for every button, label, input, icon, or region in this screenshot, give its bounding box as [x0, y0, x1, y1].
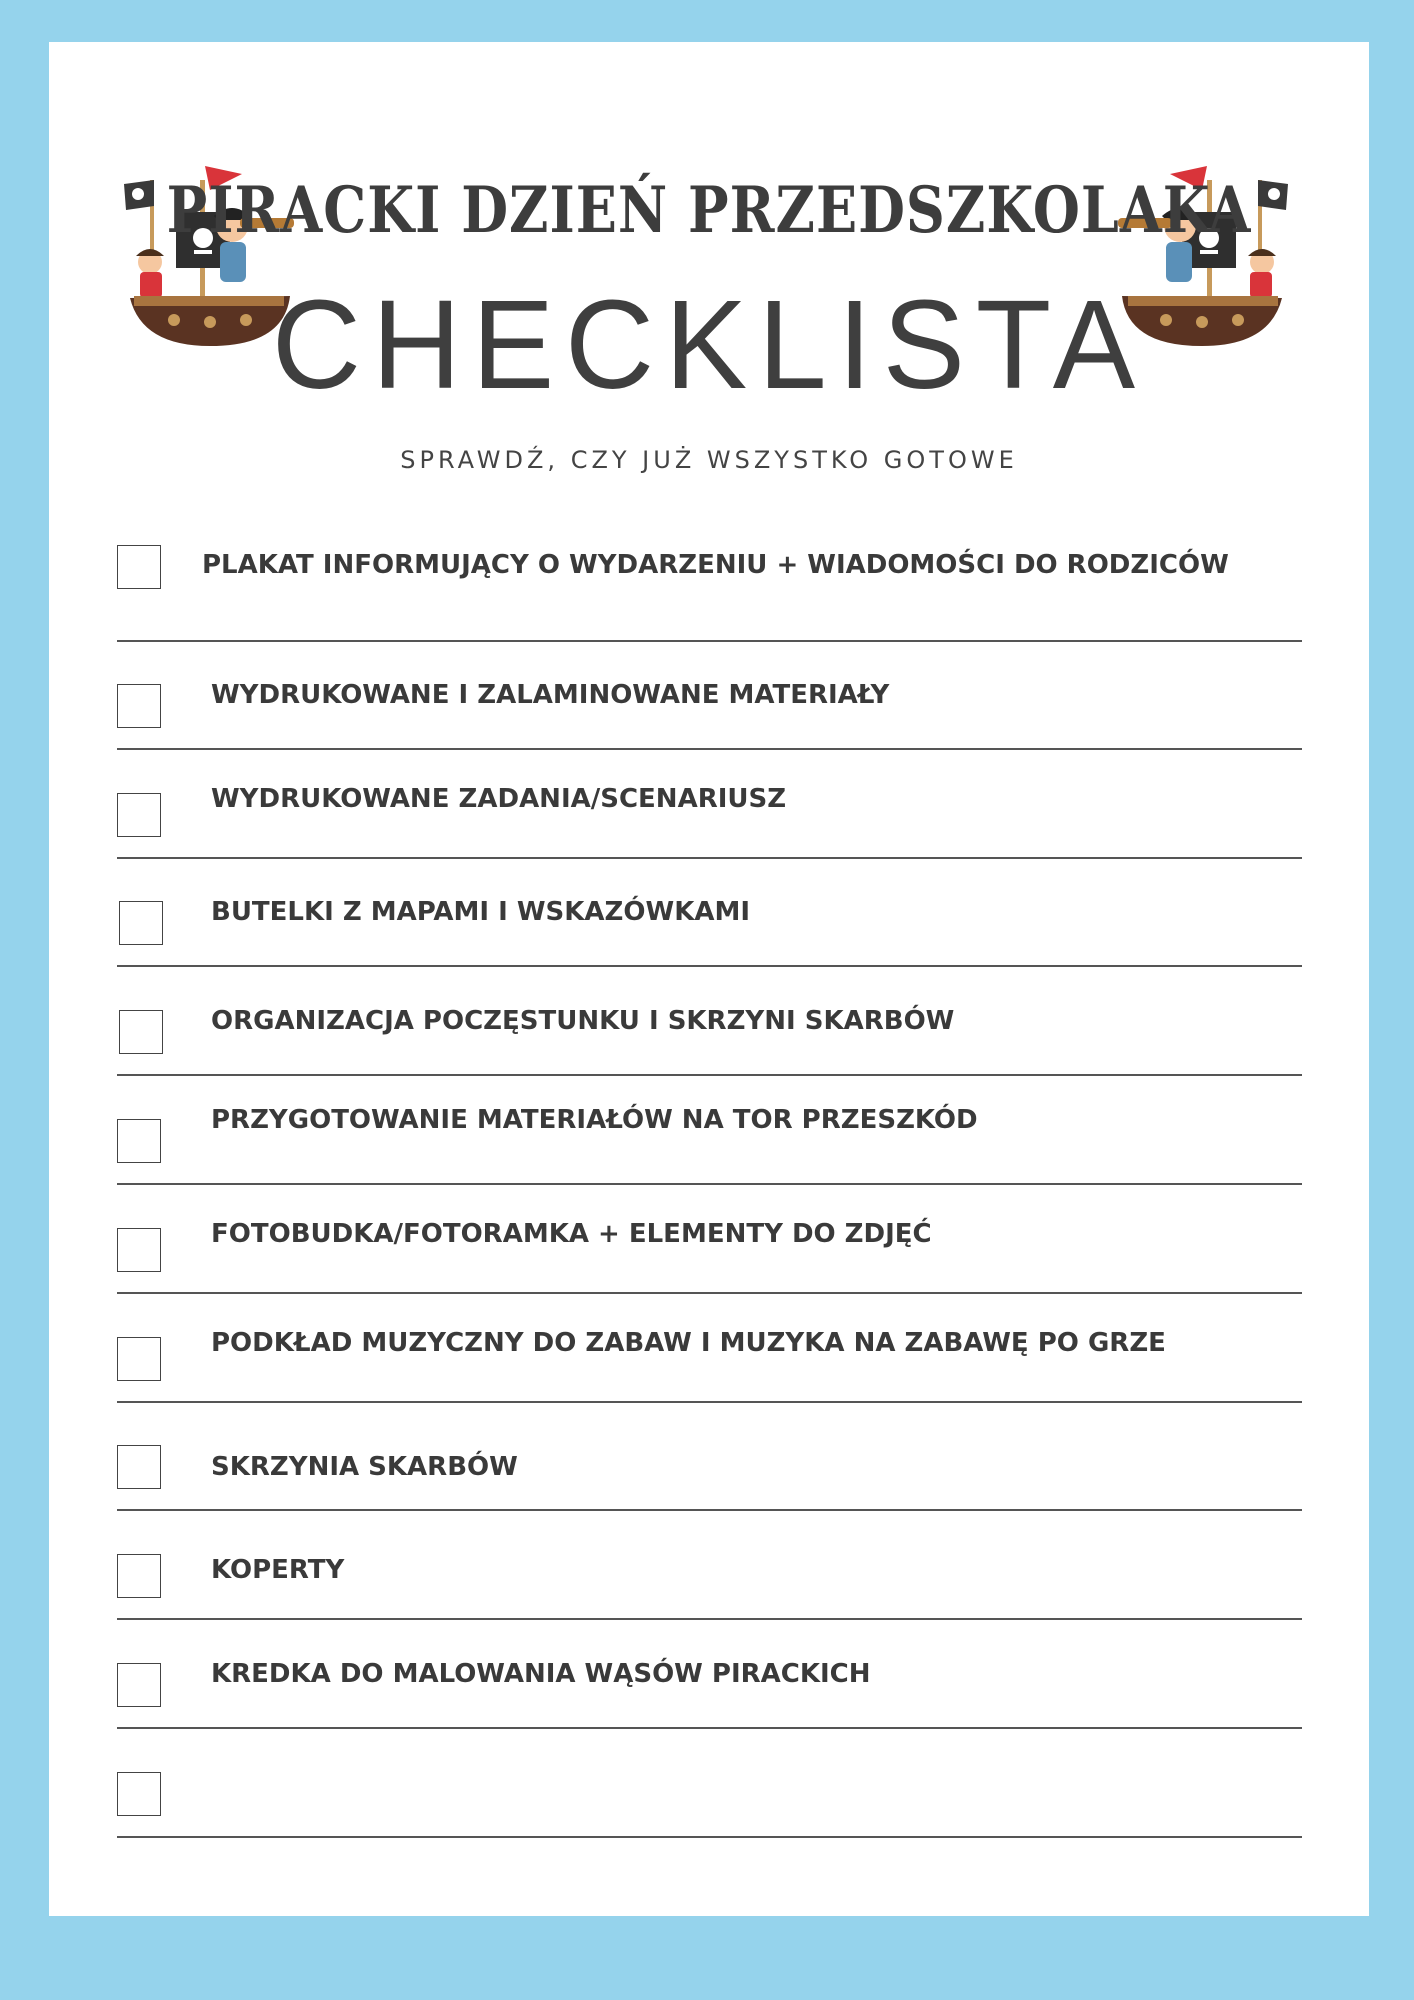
checklist-sheet: [49, 42, 1369, 1916]
checklist-row: [117, 534, 1302, 642]
checklist-row: [117, 1512, 1302, 1620]
checkbox[interactable]: [117, 684, 161, 728]
checkbox[interactable]: [117, 1228, 161, 1272]
checklist-item-label: PLAKAT INFORMUJĄCY O WYDARZENIU + WIADOMOŚCI DO RODZICÓW: [202, 550, 1229, 580]
event-title: PIRACKI DZIEŃ PRZEDSZKOLAKA: [166, 172, 1252, 248]
checklist-row: [117, 1077, 1302, 1185]
checkbox[interactable]: [117, 1445, 161, 1489]
checkbox[interactable]: [117, 1554, 161, 1598]
checkbox[interactable]: [117, 793, 161, 837]
page-title-text: CHECKLISTA: [271, 274, 1147, 415]
checkbox[interactable]: [117, 1772, 161, 1816]
checklist-row: [117, 642, 1302, 750]
checklist-row: [117, 1186, 1302, 1294]
checklist-row: [117, 1295, 1302, 1403]
checklist-item-label: ORGANIZACJA POCZĘSTUNKU I SKRZYNI SKARBÓW: [211, 1006, 955, 1036]
divider: [117, 1727, 1302, 1729]
checklist-item-label: WYDRUKOWANE ZADANIA/SCENARIUSZ: [211, 784, 787, 814]
divider: [117, 1509, 1302, 1511]
checkbox[interactable]: [117, 1119, 161, 1163]
checklist-row: [117, 1621, 1302, 1729]
divider: [117, 748, 1302, 750]
checklist-item-label: PRZYGOTOWANIE MATERIAŁÓW NA TOR PRZESZKÓD: [211, 1105, 978, 1135]
divider: [117, 1074, 1302, 1076]
checklist-item-label: SKRZYNIA SKARBÓW: [211, 1452, 518, 1482]
divider: [117, 965, 1302, 967]
checkbox[interactable]: [117, 545, 161, 589]
checklist-row: [117, 1730, 1302, 1838]
checklist-row: [117, 859, 1302, 967]
checklist: [49, 42, 1369, 1916]
checklist-item-label: BUTELKI Z MAPAMI I WSKAZÓWKAMI: [211, 897, 751, 927]
divider: [117, 1292, 1302, 1294]
checklist-item-label: PODKŁAD MUZYCZNY DO ZABAW I MUZYKA NA ZABAWĘ PO GRZE: [211, 1328, 1166, 1358]
checklist-item-label: FOTOBUDKA/FOTORAMKA + ELEMENTY DO ZDJĘĆ: [211, 1219, 932, 1249]
checklist-row: [117, 968, 1302, 1076]
divider: [117, 1183, 1302, 1185]
checkbox[interactable]: [119, 1010, 163, 1054]
divider: [117, 1836, 1302, 1838]
checkbox[interactable]: [119, 901, 163, 945]
checkbox[interactable]: [117, 1663, 161, 1707]
checklist-row: [117, 1403, 1302, 1511]
checklist-row: [117, 751, 1302, 859]
checklist-item-label: KREDKA DO MALOWANIA WĄSÓW PIRACKICH: [211, 1659, 871, 1689]
checklist-item-label: KOPERTY: [211, 1555, 345, 1585]
subtitle: SPRAWDŹ, CZY JUŻ WSZYSTKO GOTOWE: [400, 446, 1018, 474]
divider: [117, 1618, 1302, 1620]
checklist-item-label: WYDRUKOWANE I ZALAMINOWANE MATERIAŁY: [211, 680, 890, 710]
checkbox[interactable]: [117, 1337, 161, 1381]
